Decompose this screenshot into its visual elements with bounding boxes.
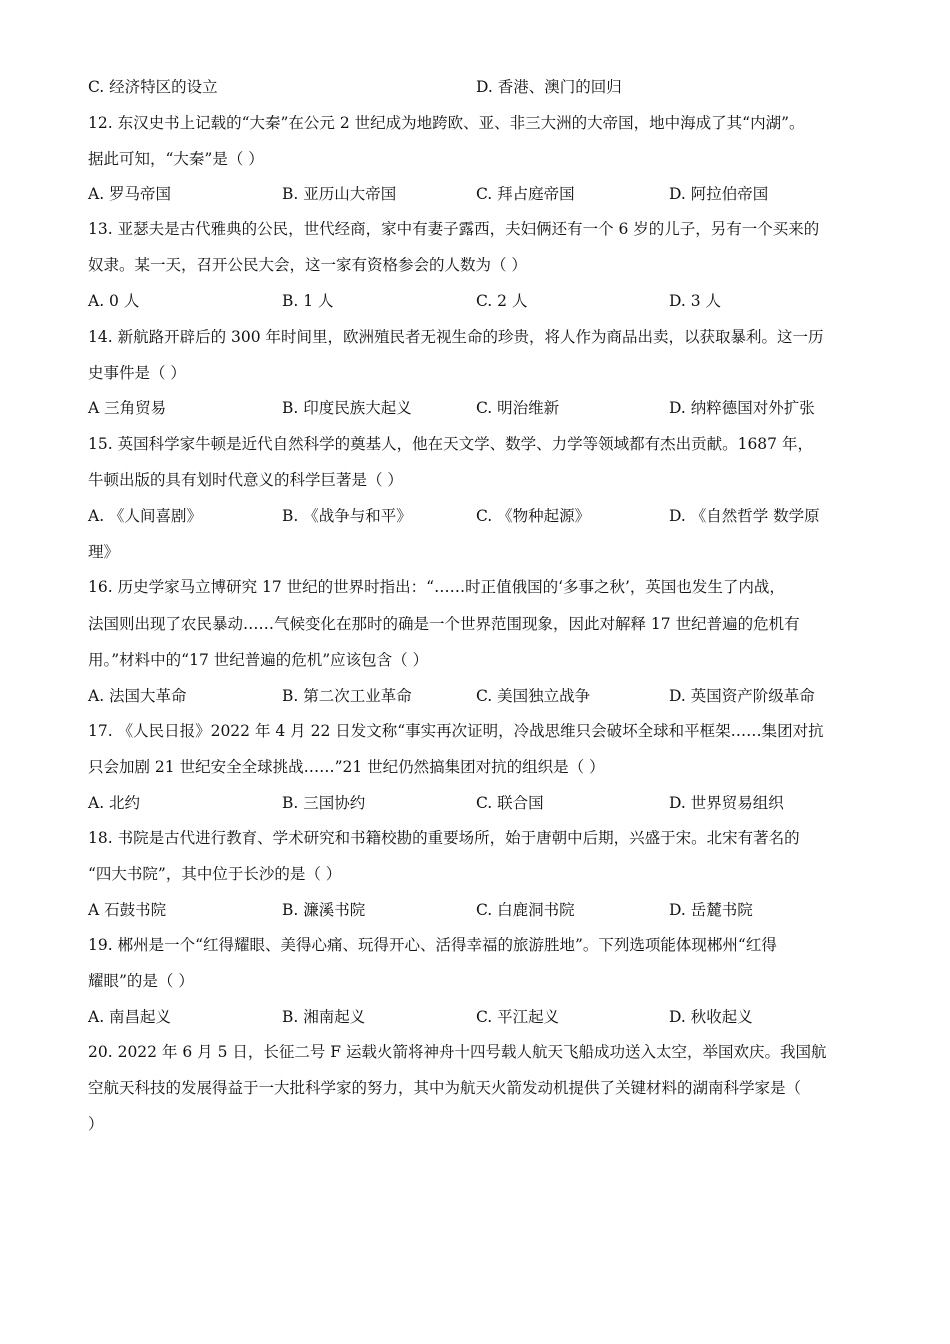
q17-option-c: C. 联合国 [476, 794, 544, 812]
q15-option-b: B. 《战争与和平》 [282, 507, 412, 525]
q17-option-a: A. 北约 [88, 794, 141, 812]
q20-stem-line-2: 空航天科技的发展得益于一大批科学家的努力，其中为航天火箭发动机提供了关键材料的湖南科学家是（ [88, 1079, 802, 1097]
q17-option-b: B. 三国协约 [282, 794, 366, 812]
q13-option-b: B. 1 人 [282, 292, 334, 310]
q13-stem-line-2: 奴隶。某一天，召开公民大会，这一家有资格参会的人数为（ ） [88, 256, 527, 274]
q19-option-c: C. 平江起义 [476, 1008, 560, 1026]
q14-stem-line-2: 史事件是（ ） [88, 364, 186, 382]
q14-stem-line-1: 14. 新航路开辟后的 300 年时间里，欧洲殖民者无视生命的珍贵，将人作为商品出卖，以获取暴利。这一历 [88, 328, 824, 346]
q13-option-c: C. 2 人 [476, 292, 528, 310]
q18-stem-line-2: “四大书院”，其中位于长沙的是（ ） [88, 865, 342, 883]
q18-option-d: D. 岳麓书院 [669, 901, 753, 919]
q16-option-c: C. 美国独立战争 [476, 687, 591, 705]
q12-stem-line-2: 据此可知，“大秦”是（ ） [88, 150, 264, 168]
q17-stem-line-2: 只会加剧 21 世纪安全全球挑战……”21 世纪仍然搞集团对抗的组织是（ ） [88, 758, 605, 776]
q15-stem-line-2: 牛顿出版的具有划时代意义的科学巨著是（ ） [88, 471, 403, 489]
q17-stem-line-1: 17. 《人民日报》2022 年 4 月 22 日发文称“事实再次证明，冷战思维只会破坏全球和平框架……集团对抗 [88, 722, 824, 740]
q12-option-a: A. 罗马帝国 [88, 185, 172, 203]
q17-option-d: D. 世界贸易组织 [669, 794, 784, 812]
q18-stem-line-1: 18. 书院是古代进行教育、学术研究和书籍校勘的重要场所，始于唐朝中后期，兴盛于宋。北宋有著名的 [88, 829, 800, 847]
q12-stem-line-1: 12. 东汉史书上记载的“大秦”在公元 2 世纪成为地跨欧、亚、非三大洲的大帝国，地中海成了其“内湖”。 [88, 114, 805, 132]
q19-option-d: D. 秋收起义 [669, 1008, 753, 1026]
q15-option-c: C. 《物种起源》 [476, 507, 591, 525]
q15-option-d: D. 《自然哲学 数学原 [669, 507, 820, 525]
q16-option-d: D. 英国资产阶级革命 [669, 687, 815, 705]
q14-option-c: C. 明治维新 [476, 399, 560, 417]
q12-option-c: C. 拜占庭帝国 [476, 185, 575, 203]
q13-option-d: D. 3 人 [669, 292, 722, 310]
q16-option-a: A. 法国大革命 [88, 687, 187, 705]
q16-option-b: B. 第二次工业革命 [282, 687, 412, 705]
q11-option-c: C. 经济特区的设立 [88, 78, 218, 96]
q19-stem-line-2: 耀眼”的是（ ） [88, 972, 194, 990]
q11-option-d: D. 香港、澳门的回归 [476, 78, 622, 96]
q18-option-a: A 石鼓书院 [88, 901, 167, 919]
q20-stem-line-3: ） [88, 1115, 104, 1133]
q19-option-b: B. 湘南起义 [282, 1008, 366, 1026]
q14-option-a: A 三角贸易 [88, 399, 167, 417]
q12-option-b: B. 亚历山大帝国 [282, 185, 397, 203]
q19-option-a: A. 南昌起义 [88, 1008, 172, 1026]
q12-option-d: D. 阿拉伯帝国 [669, 185, 769, 203]
q13-stem-line-1: 13. 亚瑟夫是古代雅典的公民，世代经商，家中有妻子露西，夫妇俩还有一个 6 岁的儿子，另有一个买来的 [88, 220, 820, 238]
q18-option-b: B. 濂溪书院 [282, 901, 366, 919]
q15-option-d-wrap: 理》 [88, 543, 120, 561]
q16-stem-line-3: 用。”材料中的“17 世纪普遍的危机”应该包含（ ） [88, 651, 429, 669]
q15-option-a: A. 《人间喜剧》 [88, 507, 203, 525]
q13-option-a: A. 0 人 [88, 292, 140, 310]
q20-stem-line-1: 20. 2022 年 6 月 5 日，长征二号 F 运载火箭将神舟十四号载人航天飞船成功送入太空，举国欢庆。我国航 [88, 1043, 827, 1061]
q16-stem-line-1: 16. 历史学家马立博研究 17 世纪的世界时指出：“……时正值俄国的‘多事之秋’，英国也发生了内战， [88, 578, 785, 596]
q14-option-d: D. 纳粹德国对外扩张 [669, 399, 815, 417]
q19-stem-line-1: 19. 郴州是一个“红得耀眼、美得心痛、玩得开心、活得幸福的旅游胜地”。下列选项能体现郴州“红得 [88, 936, 777, 954]
q16-stem-line-2: 法国则出现了农民暴动……气候变化在那时的确是一个世界范围现象，因此对解释 17 世纪普遍的危机有 [88, 615, 800, 633]
q15-stem-line-1: 15. 英国科学家牛顿是近代自然科学的奠基人，他在天文学、数学、力学等领域都有杰出贡献。1687 年， [88, 435, 813, 453]
q14-option-b: B. 印度民族大起义 [282, 399, 412, 417]
q18-option-c: C. 白鹿洞书院 [476, 901, 575, 919]
